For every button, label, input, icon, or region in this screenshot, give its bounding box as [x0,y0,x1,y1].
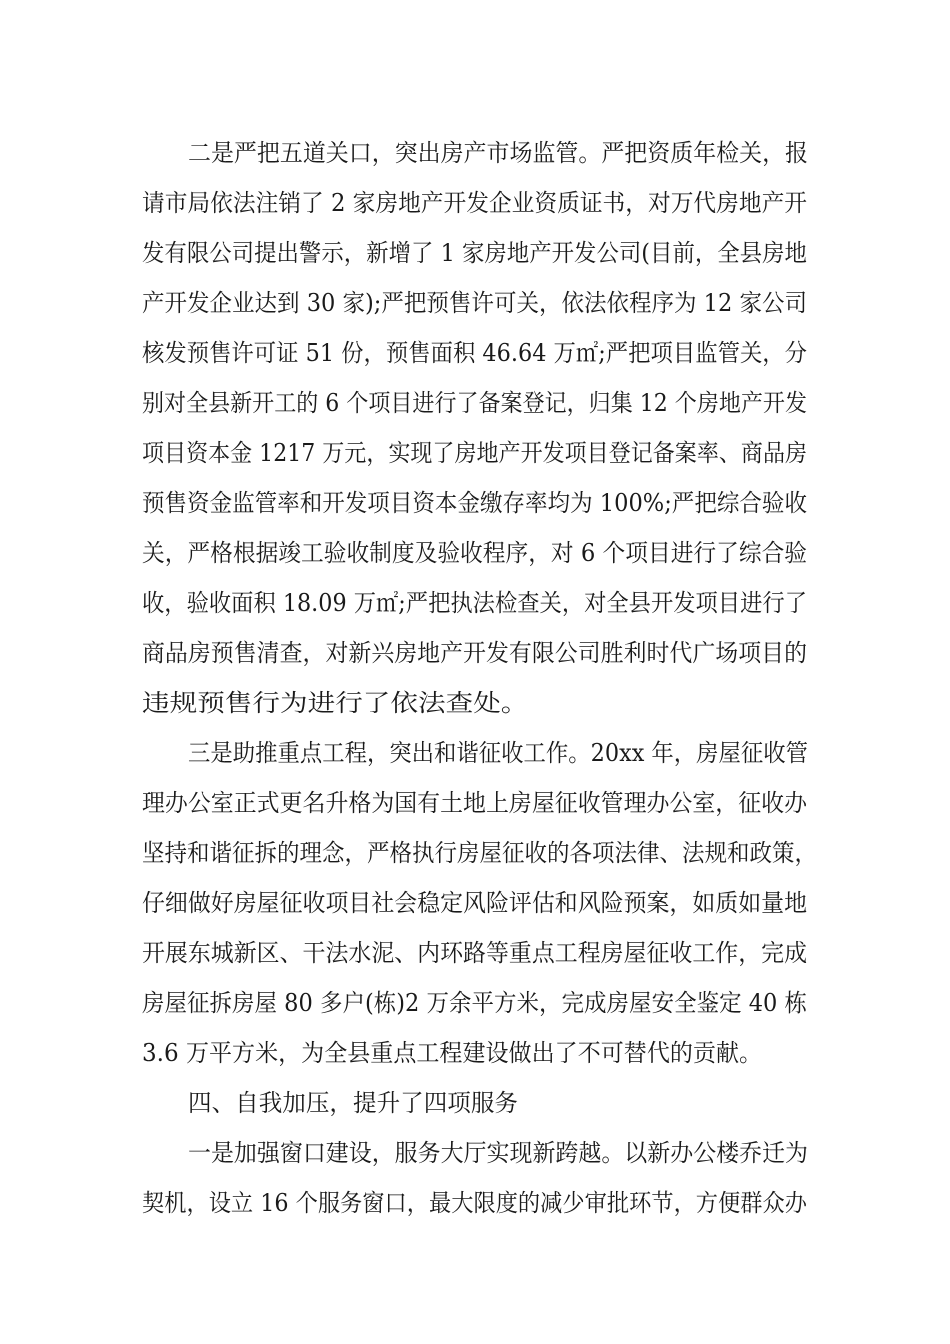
text-line: 产开发企业达到 30 家);严把预售许可关，依法依程序为 12 家公司 [142,289,808,317]
text-line: 3.6 万平方米，为全县重点工程建设做出了不可替代的贡献。 [142,1039,763,1067]
text-line: 请市局依法注销了 2 家房地产开发企业资质证书，对万代房地产开 [142,189,808,217]
text-line: 一是加强窗口建设，服务大厅实现新跨越。以新办公楼乔迁为 [188,1139,809,1167]
text-line: 开展东城新区、干法水泥、内环路等重点工程房屋征收工作，完成 [142,939,808,967]
text-line: 理办公室正式更名升格为国有土地上房屋征收管理办公室，征收办 [142,789,808,817]
text-line: 发有限公司提出警示，新增了 1 家房地产开发公司(目前，全县房地 [142,239,807,267]
text-line: 契机，设立 16 个服务窗口，最大限度的减少审批环节，方便群众办 [142,1189,807,1217]
text-line: 坚持和谐征拆的理念，严格执行房屋征收的各项法律、法规和政策， [142,839,817,867]
text-line: 三是助推重点工程，突出和谐征收工作。20xx 年，房屋征收管 [188,739,809,767]
text-line: 房屋征拆房屋 80 多户(栋)2 万余平方米，完成房屋安全鉴定 40 栋 [142,989,808,1017]
section-heading: 四、自我加压，提升了四项服务 [188,1089,518,1117]
text-line: 项目资本金 1217 万元，实现了房地产开发项目登记备案率、商品房 [142,439,808,467]
text-line: 核发预售许可证 51 份，预售面积 46.64 万㎡;严把项目监管关，分 [142,339,808,367]
text-line: 预售资金监管率和开发项目资本金缴存率均为 100%;严把综合验收 [142,489,807,517]
text-line: 仔细做好房屋征收项目社会稳定风险评估和风险预案，如质如量地 [142,889,808,917]
text-line: 二是严把五道关口，突出房产市场监管。严把资质年检关，报 [188,139,809,167]
text-line: 收，验收面积 18.09 万㎡;严把执法检查关，对全县开发项目进行了 [142,589,808,617]
text-line: 别对全县新开工的 6 个项目进行了备案登记，归集 12 个房地产开发 [142,389,808,417]
text-line: 违规预售行为进行了依法查处。 [142,689,529,717]
text-line: 关，严格根据竣工验收制度及验收程序，对 6 个项目进行了综合验 [142,539,808,567]
text-line: 商品房预售清查，对新兴房地产开发有限公司胜利时代广场项目的 [142,639,808,667]
